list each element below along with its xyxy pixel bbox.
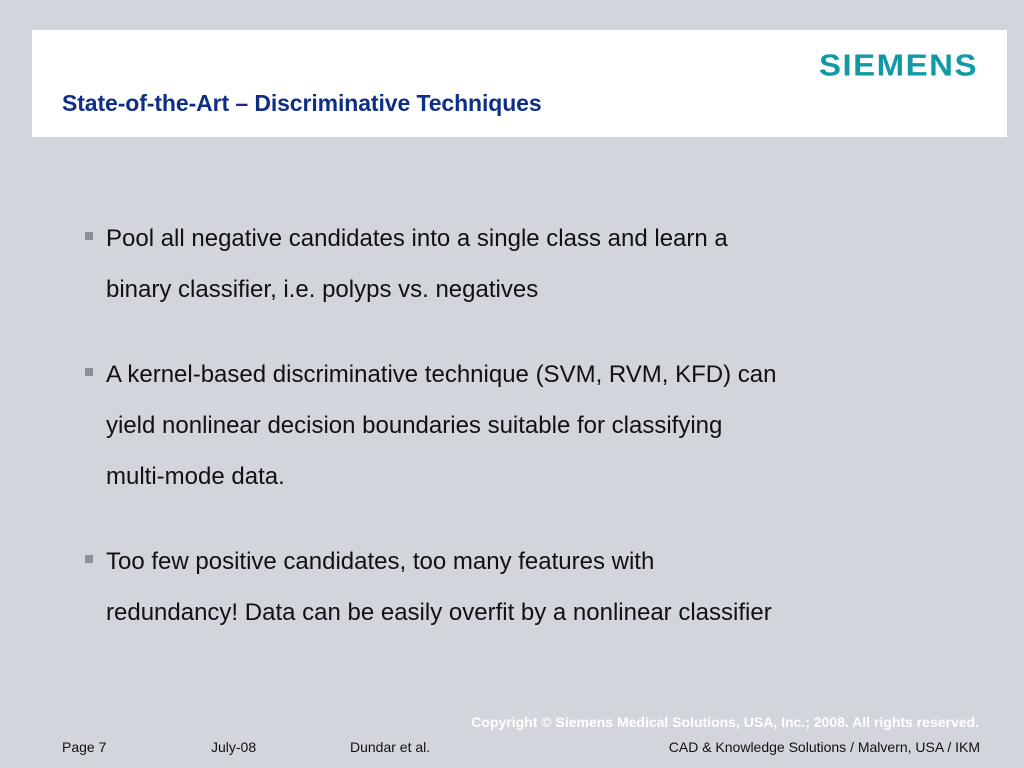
bullet-text: Too few positive candidates, too many features with redundancy! Data can be easily overfit by a nonlinear classifier [106, 548, 772, 626]
footer-date: July-08 [211, 739, 257, 755]
footer-page-number: Page 7 [62, 739, 107, 755]
bullet-item [84, 213, 784, 315]
square-bullet-icon [85, 555, 93, 563]
square-bullet-icon [85, 368, 93, 376]
bullet-text: Pool all negative candidates into a single class and learn a binary classifier, i.e. polyps vs. negatives [106, 225, 728, 303]
copyright-notice: Copyright © Siemens Medical Solutions, USA, Inc.; 2008. All rights reserved. [471, 714, 979, 730]
bullet-item [84, 349, 784, 502]
footer-organization: CAD & Knowledge Solutions / Malvern, USA / IKM [668, 739, 980, 755]
footer-author: Dundar et al. [350, 739, 431, 755]
siemens-logo: SIEMENS [818, 48, 978, 83]
bullet-text: A kernel-based discriminative technique (SVM, RVM, KFD) can yield nonlinear decision boundaries suitable for classifying multi-mode data. [106, 361, 777, 490]
header-panel [32, 30, 1007, 137]
bullet-item [84, 536, 784, 638]
slide-title: State-of-the-Art – Discriminative Techniques [62, 90, 542, 116]
bullet-list [84, 213, 784, 672]
square-bullet-icon [85, 232, 93, 240]
